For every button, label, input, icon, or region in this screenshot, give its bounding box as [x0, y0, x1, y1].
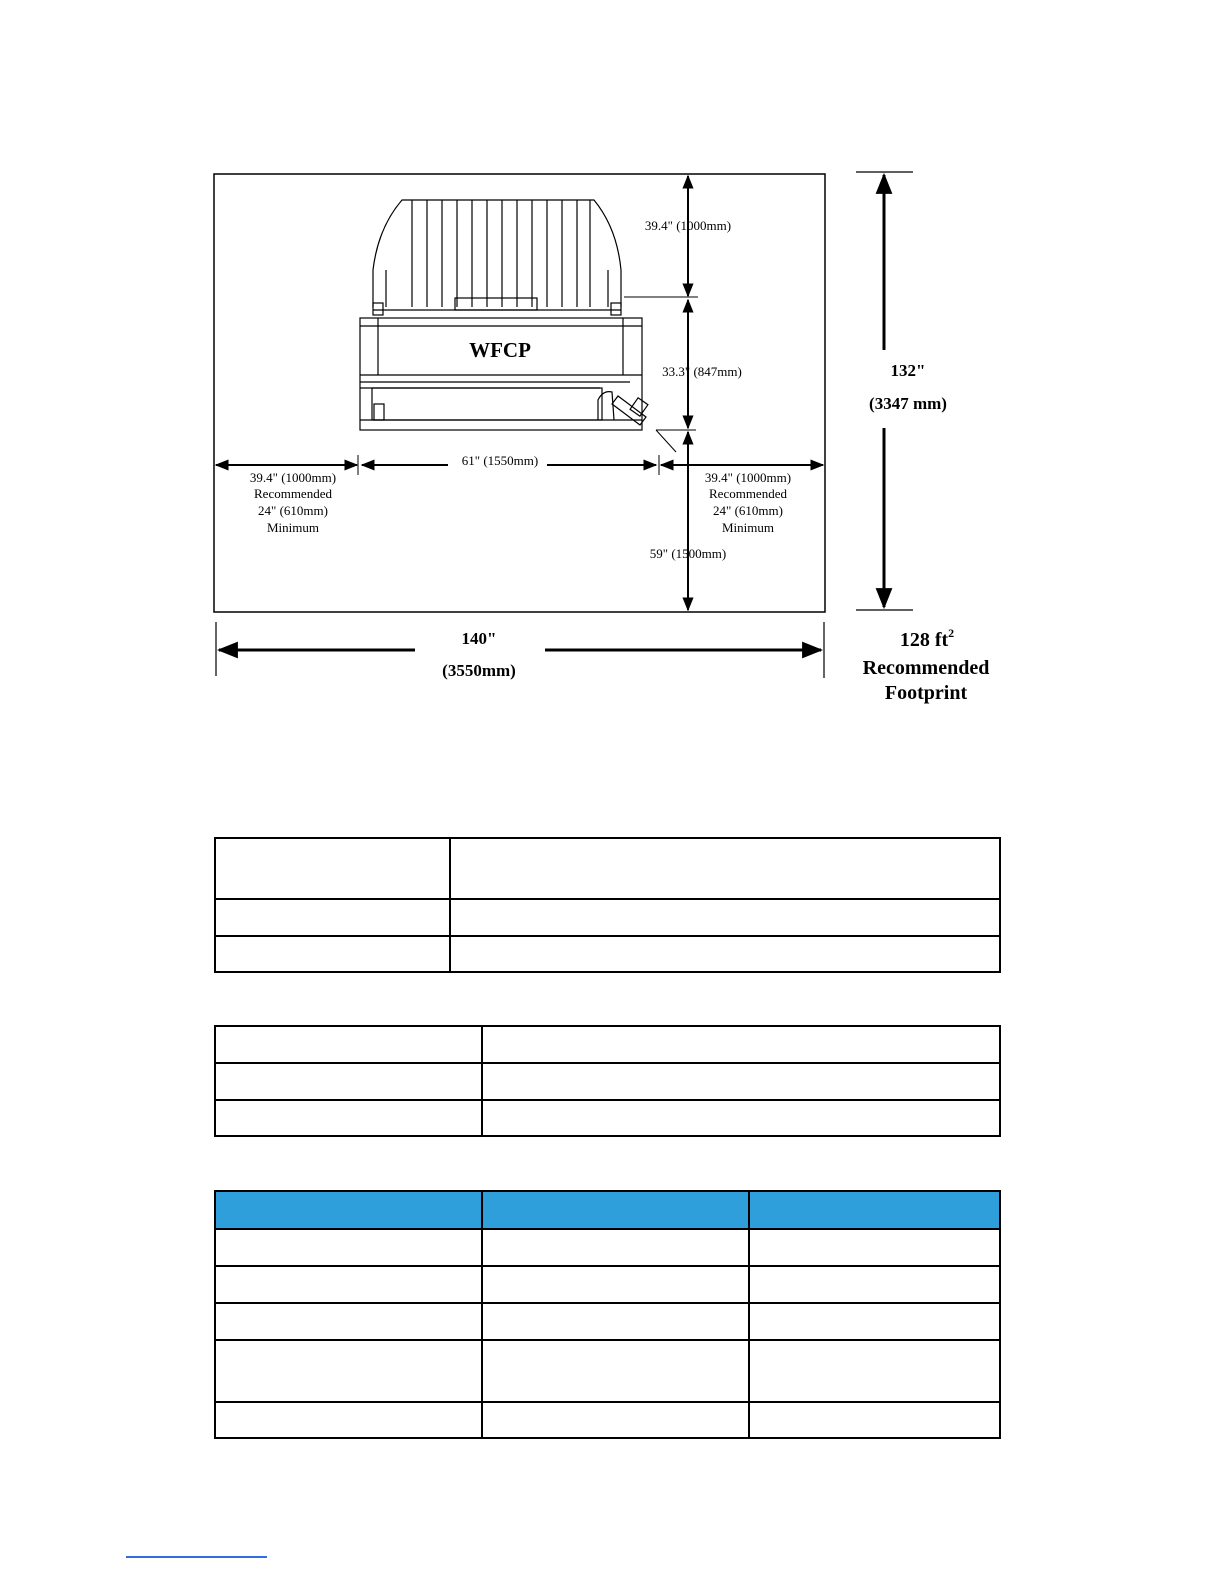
- footprint-line3: Footprint: [884, 682, 968, 704]
- table-cell: [482, 1340, 749, 1402]
- left-clearance-line1: 39.4" (1000mm): [249, 470, 337, 485]
- machine-width-label: 61" (1550mm): [461, 453, 539, 468]
- table-cell: [482, 1063, 1000, 1100]
- table-row: [215, 1340, 1000, 1402]
- total-width-dimension: [216, 622, 824, 678]
- table-cell: [749, 1402, 1000, 1438]
- total-depth-dimension: [856, 172, 913, 610]
- table-cell: [450, 936, 1000, 972]
- table-3: [214, 1190, 1001, 1439]
- table-cell: [482, 1402, 749, 1438]
- table-row: [215, 1063, 1000, 1100]
- table-cell: [215, 1026, 482, 1063]
- table-cell: [215, 1266, 482, 1303]
- table-cell: [215, 1402, 482, 1438]
- table-cell: [215, 838, 450, 899]
- table-row: [215, 1100, 1000, 1136]
- interior-dimension-labels: [250, 218, 791, 561]
- room-outline: [214, 174, 825, 612]
- table-header-row: [215, 1191, 1000, 1229]
- table-cell: [482, 1266, 749, 1303]
- machine-body: [360, 318, 648, 430]
- table-cell: [482, 1026, 1000, 1063]
- table-cell: [215, 1229, 482, 1266]
- footprint-line2: Recommended: [862, 657, 990, 679]
- table-cell: [749, 1229, 1000, 1266]
- table-1: [214, 837, 1001, 973]
- vertical-dimension-lines: [624, 176, 698, 610]
- table-cell: [749, 1340, 1000, 1402]
- table-cell: [215, 1063, 482, 1100]
- right-clearance-line4: Minimum: [721, 520, 775, 535]
- right-clearance-line1: 39.4" (1000mm): [704, 470, 792, 485]
- table-row: [215, 899, 1000, 936]
- table-row: [215, 1303, 1000, 1340]
- table-2: [214, 1025, 1001, 1137]
- footprint-diagram: [0, 0, 1224, 760]
- right-clearance-line3: 24" (610mm): [713, 503, 783, 518]
- left-clearance-line3: 24" (610mm): [258, 503, 328, 518]
- table-row: [215, 838, 1000, 899]
- total-depth-mm-label: (3347 mm): [869, 394, 947, 413]
- total-depth-label: 132": [890, 361, 926, 380]
- total-width-label: 140": [461, 629, 497, 648]
- table-cell: [749, 1266, 1000, 1303]
- front-clearance-label: 59" (1500mm): [649, 546, 727, 561]
- machine-cage: [373, 200, 621, 315]
- table-row: [215, 1266, 1000, 1303]
- rear-clearance-label: 39.4" (1000mm): [644, 218, 732, 233]
- table-cell: [215, 1340, 482, 1402]
- left-clearance-line4: Minimum: [266, 520, 320, 535]
- machine-label: WFCP: [469, 338, 531, 362]
- table-cell: [482, 1229, 749, 1266]
- footprint-area: 128 $ft^2$: [899, 626, 955, 651]
- table-cell: [215, 899, 450, 936]
- table-cell: [749, 1303, 1000, 1340]
- table-cell: [482, 1303, 749, 1340]
- table-row: [215, 1229, 1000, 1266]
- table-cell: [215, 1303, 482, 1340]
- table-cell: [450, 899, 1000, 936]
- table-row: [215, 1026, 1000, 1063]
- table-cell: [215, 1100, 482, 1136]
- left-clearance-line2: Recommended: [254, 486, 332, 501]
- table-header-cell: [482, 1191, 749, 1229]
- table-row: [215, 1402, 1000, 1438]
- right-clearance-line2: Recommended: [709, 486, 787, 501]
- table-cell: [450, 838, 1000, 899]
- table-cell: [482, 1100, 1000, 1136]
- machine-depth-label: 33.3" (847mm): [662, 364, 742, 379]
- footnote-rule: [126, 1556, 267, 1558]
- table-row: [215, 936, 1000, 972]
- total-width-mm-label: (3550mm): [442, 661, 516, 680]
- table-header-cell: [749, 1191, 1000, 1229]
- table-cell: [215, 936, 450, 972]
- table-header-cell: [215, 1191, 482, 1229]
